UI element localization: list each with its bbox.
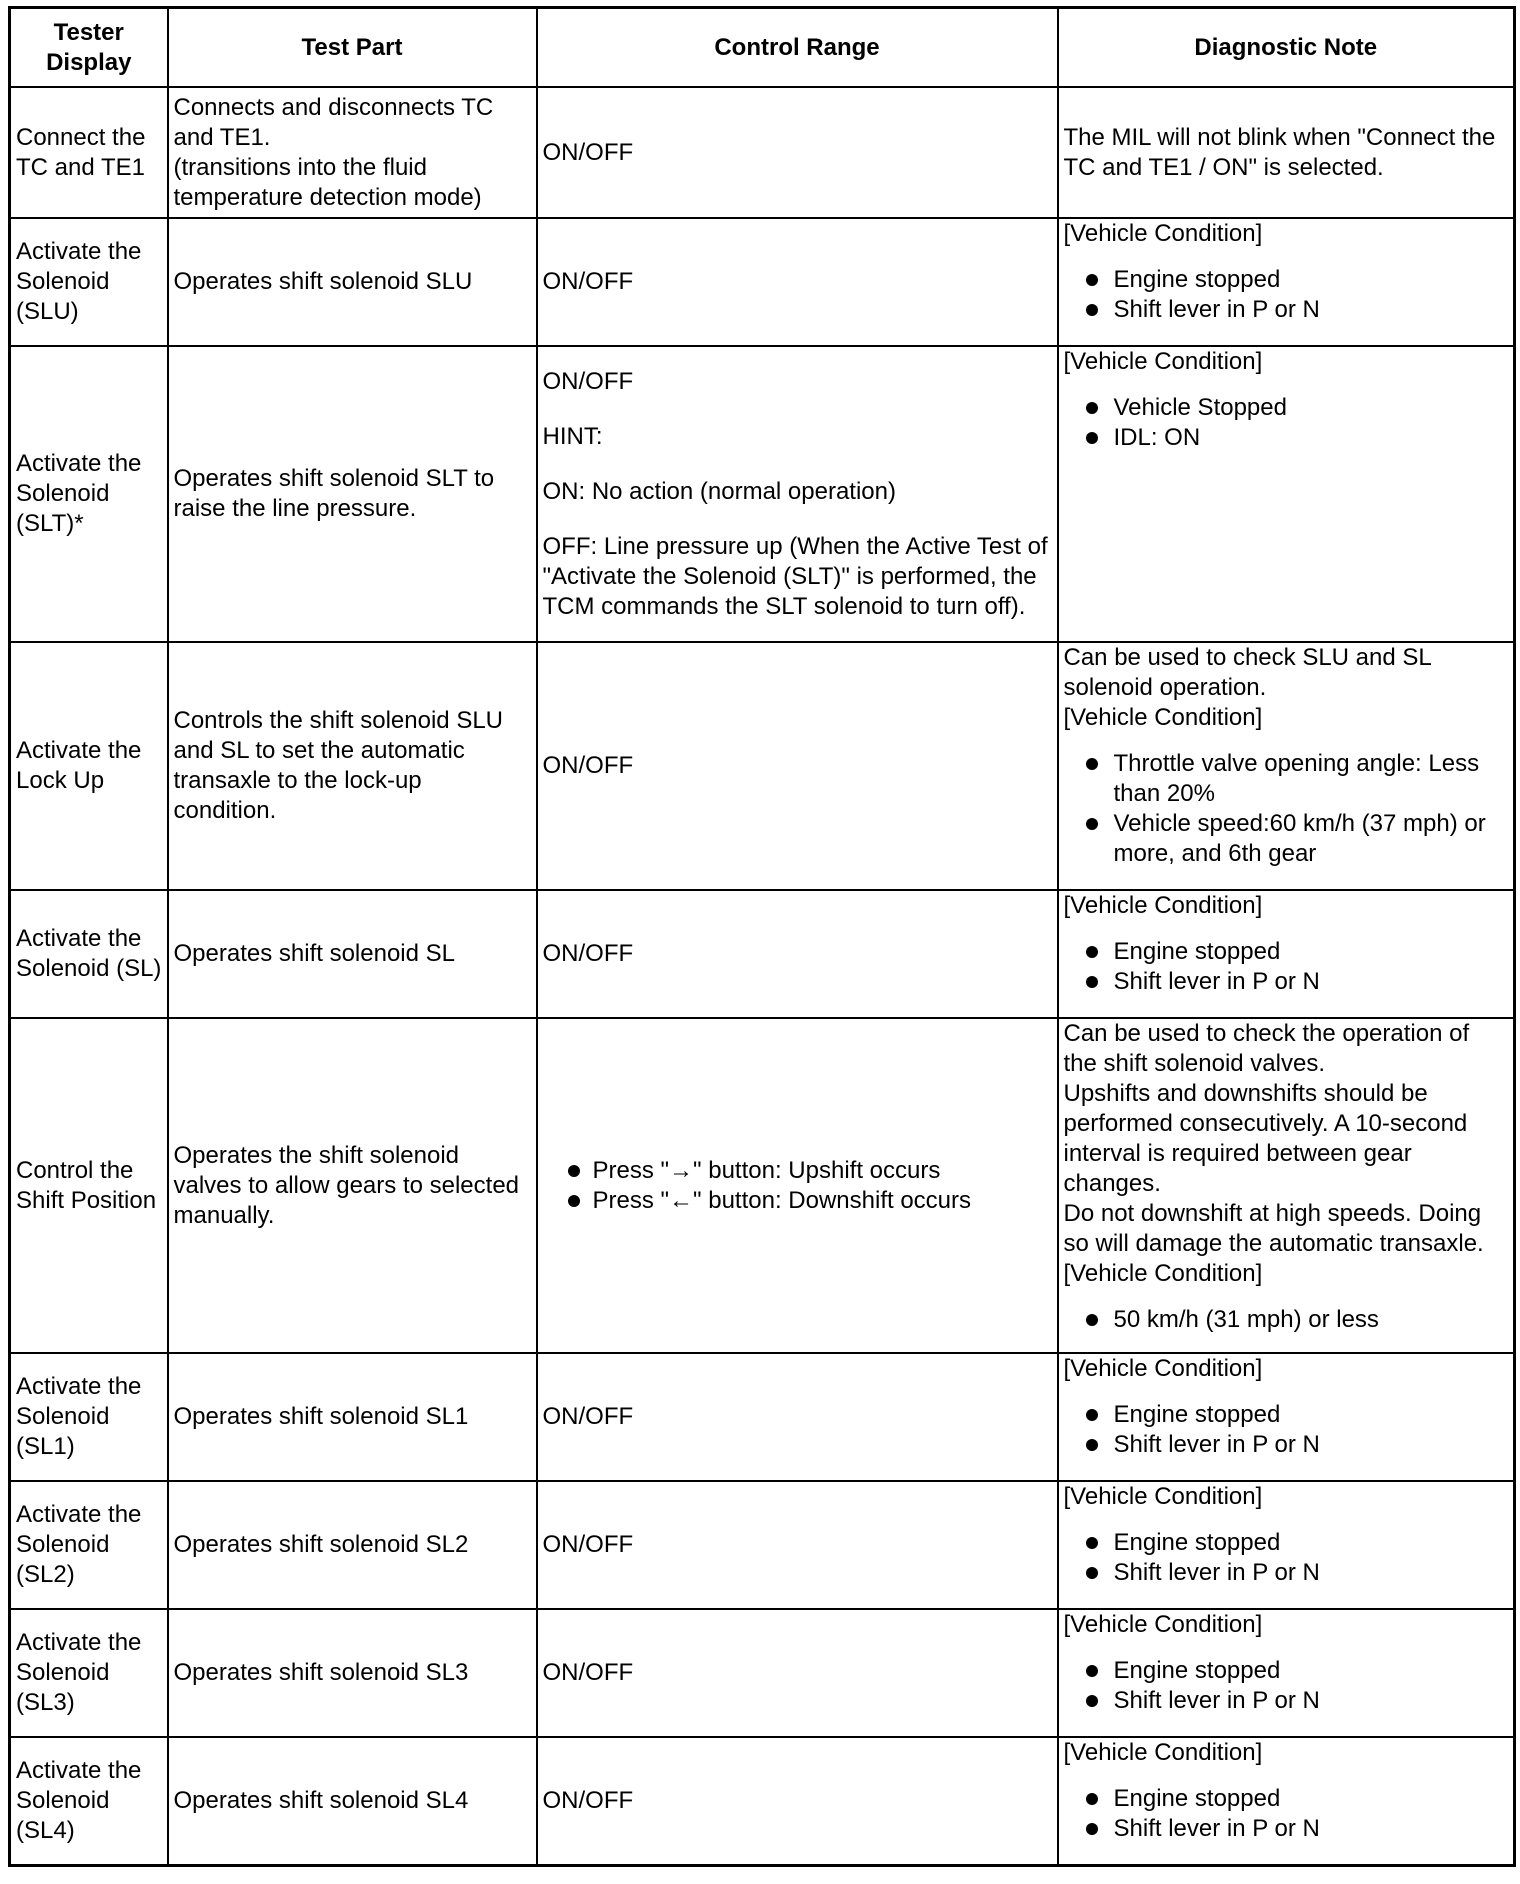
cell-diagnostic-note xyxy=(1058,1737,1515,1865)
bullet-dot-icon xyxy=(1086,946,1098,958)
diagnostic-note-bullet-text: Shift lever in P or N xyxy=(1113,296,1320,323)
cell-tester-display: Control the Shift Position xyxy=(10,1018,168,1353)
header-diagnostic-note: Diagnostic Note xyxy=(1058,8,1515,88)
vehicle-condition-heading: [Vehicle Condition] xyxy=(1063,892,1263,919)
diagnostic-note-line: Do not downshift at high speeds. Doing so will damage the automatic transaxle. xyxy=(1063,1200,1484,1257)
control-range-bullet-item xyxy=(543,1156,1052,1186)
cell-control-range xyxy=(537,346,1058,642)
control-range-line: ON/OFF xyxy=(542,367,634,395)
cell-tester-display: Activate the Solenoid (SL3) xyxy=(10,1609,168,1737)
table-row xyxy=(10,1018,1515,1353)
diagnostic-note-bullet-text: Vehicle speed:60 km/h (37 mph) or more, and 6th gear xyxy=(1113,810,1486,867)
bullet-dot-icon xyxy=(568,1195,580,1207)
diagnostic-note-bullet-text: Shift lever in P or N xyxy=(1113,1431,1320,1458)
bullet-dot-icon xyxy=(1086,432,1098,444)
cell-control-range: ON/OFF xyxy=(537,1737,1058,1865)
control-range-line: OFF: Line pressure up (When the Active Test of "Activate the Solenoid (SLT)" is performed, the TCM commands the SLT solenoid to turn off). xyxy=(542,532,1048,620)
diagnostic-note-bullet-item xyxy=(1064,749,1509,809)
control-range-bullet-list xyxy=(543,1156,1052,1216)
diagnostic-note-bullet-item xyxy=(1064,1400,1509,1430)
diagnostic-note-bullet-list xyxy=(1064,1528,1509,1588)
cell-control-range: ON/OFF xyxy=(537,642,1058,890)
diagnostic-note-bullet-list xyxy=(1064,265,1509,325)
cell-tester-display: Activate the Lock Up xyxy=(10,642,168,890)
header-control-range: Control Range xyxy=(537,8,1058,88)
cell-test-part: Operates the shift solenoid valves to allow gears to selected manually. xyxy=(168,1018,537,1353)
cell-control-range: ON/OFF xyxy=(537,218,1058,346)
diagnostic-note-bullet-text: Shift lever in P or N xyxy=(1113,1815,1320,1842)
header-test-part: Test Part xyxy=(168,8,537,88)
cell-tester-display: Activate the Solenoid (SLU) xyxy=(10,218,168,346)
cell-diagnostic-note xyxy=(1058,218,1515,346)
table-row xyxy=(10,1609,1515,1737)
cell-tester-display: Activate the Solenoid (SL1) xyxy=(10,1353,168,1481)
header-row xyxy=(10,8,1515,88)
diagnostic-note-bullet-text: IDL: ON xyxy=(1113,424,1201,451)
table-row xyxy=(10,218,1515,346)
diagnostic-note-bullet-item xyxy=(1064,1656,1509,1686)
diagnostic-note-text: Can be used to check SLU and SL solenoid operation. xyxy=(1063,644,1431,701)
bullet-dot-icon xyxy=(1086,1823,1098,1835)
diagnostic-note-bullet-text: Engine stopped xyxy=(1113,1657,1281,1684)
diagnostic-note-bullet-text: Engine stopped xyxy=(1113,266,1281,293)
diagnostic-note-line: Upshifts and downshifts should be performed consecutively. A 10-second interval is required between gear changes. xyxy=(1063,1080,1468,1197)
cell-diagnostic-note xyxy=(1058,1018,1515,1353)
diagnostic-note-line: Can be used to check the operation of the shift solenoid valves. xyxy=(1063,1020,1470,1077)
cell-diagnostic-note xyxy=(1058,890,1515,1018)
cell-control-range: ON/OFF xyxy=(537,890,1058,1018)
vehicle-condition-heading: [Vehicle Condition] xyxy=(1063,1739,1263,1766)
cell-test-part: Operates shift solenoid SLU xyxy=(168,218,537,346)
control-range-line: ON: No action (normal operation) xyxy=(542,477,896,505)
control-range-bullet-text: Press "←" button: Downshift occurs xyxy=(592,1186,972,1214)
cell-diagnostic-note xyxy=(1058,346,1515,642)
diagnostic-note-bullet-item xyxy=(1064,1814,1509,1844)
table-row xyxy=(10,1353,1515,1481)
diagnostic-note-bullet-list xyxy=(1064,1400,1509,1460)
diagnostic-note-bullet-item xyxy=(1064,1686,1509,1716)
diagnostic-note-bullet-list xyxy=(1064,749,1509,869)
bullet-dot-icon xyxy=(1086,1793,1098,1805)
bullet-dot-icon xyxy=(1086,1567,1098,1579)
cell-tester-display: Activate the Solenoid (SL4) xyxy=(10,1737,168,1865)
header-tester-display: Tester Display xyxy=(10,8,168,88)
cell-control-range xyxy=(537,1018,1058,1353)
cell-diagnostic-note xyxy=(1058,87,1515,218)
cell-control-range: ON/OFF xyxy=(537,1481,1058,1609)
bullet-dot-icon xyxy=(1086,1665,1098,1677)
active-test-table-container xyxy=(8,6,1513,1867)
cell-test-part: Controls the shift solenoid SLU and SL to set the automatic transaxle to the lock-up condition. xyxy=(168,642,537,890)
cell-control-range: ON/OFF xyxy=(537,1353,1058,1481)
diagnostic-note-bullet-item xyxy=(1064,265,1509,295)
cell-tester-display: Connect the TC and TE1 xyxy=(10,87,168,218)
diagnostic-note-bullet-list xyxy=(1064,393,1509,453)
vehicle-condition-heading: [Vehicle Condition] xyxy=(1063,704,1263,731)
diagnostic-note-bullet-list xyxy=(1064,1784,1509,1844)
diagnostic-note-bullet-item xyxy=(1064,393,1509,423)
diagnostic-note-bullet-item xyxy=(1064,1528,1509,1558)
diagnostic-note-bullet-list xyxy=(1064,1305,1509,1335)
control-range-bullet-item xyxy=(543,1186,1052,1216)
diagnostic-note-bullet-text: Throttle valve opening angle: Less than 20% xyxy=(1113,750,1480,807)
diagnostic-note-bullet-item xyxy=(1064,1784,1509,1814)
bullet-dot-icon xyxy=(1086,1314,1098,1326)
table-row xyxy=(10,1737,1515,1865)
diagnostic-note-bullet-text: Engine stopped xyxy=(1113,1529,1281,1556)
bullet-dot-icon xyxy=(568,1165,580,1177)
table-row xyxy=(10,87,1515,218)
cell-test-part: Operates shift solenoid SL1 xyxy=(168,1353,537,1481)
diagnostic-note-bullet-text: Vehicle Stopped xyxy=(1113,394,1287,421)
table-row xyxy=(10,1481,1515,1609)
table-row xyxy=(10,890,1515,1018)
vehicle-condition-heading: [Vehicle Condition] xyxy=(1063,348,1263,375)
cell-test-part: Connects and disconnects TC and TE1. (transitions into the fluid temperature detection mode) xyxy=(168,87,537,218)
cell-control-range: ON/OFF xyxy=(537,1609,1058,1737)
cell-diagnostic-note xyxy=(1058,1609,1515,1737)
bullet-dot-icon xyxy=(1086,1695,1098,1707)
diagnostic-note-bullet-text: Shift lever in P or N xyxy=(1113,1559,1320,1586)
cell-diagnostic-note xyxy=(1058,642,1515,890)
diagnostic-note-bullet-text: Engine stopped xyxy=(1113,1401,1281,1428)
diagnostic-note-bullet-list xyxy=(1064,937,1509,997)
diagnostic-note-bullet-text: Shift lever in P or N xyxy=(1113,1687,1320,1714)
bullet-dot-icon xyxy=(1086,758,1098,770)
vehicle-condition-heading: [Vehicle Condition] xyxy=(1063,1355,1263,1382)
diagnostic-note-bullet-text: Shift lever in P or N xyxy=(1113,968,1320,995)
cell-tester-display: Activate the Solenoid (SL) xyxy=(10,890,168,1018)
bullet-dot-icon xyxy=(1086,304,1098,316)
diagnostic-note-text: The MIL will not blink when "Connect the TC and TE1 / ON" is selected. xyxy=(1063,123,1496,181)
table-row xyxy=(10,642,1515,890)
bullet-dot-icon xyxy=(1086,402,1098,414)
vehicle-condition-heading: [Vehicle Condition] xyxy=(1063,1260,1263,1287)
cell-test-part: Operates shift solenoid SL4 xyxy=(168,1737,537,1865)
bullet-dot-icon xyxy=(1086,1409,1098,1421)
diagnostic-note-bullet-text: Engine stopped xyxy=(1113,1785,1281,1812)
control-range-bullet-text: Press "→" button: Upshift occurs xyxy=(592,1156,941,1184)
bullet-dot-icon xyxy=(1086,1537,1098,1549)
vehicle-condition-heading: [Vehicle Condition] xyxy=(1063,1483,1263,1510)
bullet-dot-icon xyxy=(1086,1439,1098,1451)
diagnostic-note-bullet-item xyxy=(1064,1305,1509,1335)
diagnostic-note-bullet-item xyxy=(1064,967,1509,997)
diagnostic-note-bullet-text: 50 km/h (31 mph) or less xyxy=(1113,1306,1379,1333)
diagnostic-note-bullet-text: Engine stopped xyxy=(1113,938,1281,965)
diagnostic-note-bullet-item xyxy=(1064,295,1509,325)
vehicle-condition-heading: [Vehicle Condition] xyxy=(1063,1611,1263,1638)
diagnostic-note-bullet-list xyxy=(1064,1656,1509,1716)
cell-test-part: Operates shift solenoid SL3 xyxy=(168,1609,537,1737)
cell-test-part: Operates shift solenoid SL2 xyxy=(168,1481,537,1609)
cell-test-part: Operates shift solenoid SLT to raise the line pressure. xyxy=(168,346,537,642)
diagnostic-note-bullet-item xyxy=(1064,1430,1509,1460)
cell-diagnostic-note xyxy=(1058,1353,1515,1481)
control-range-line: HINT: xyxy=(542,422,603,450)
cell-control-range: ON/OFF xyxy=(537,87,1058,218)
table-row xyxy=(10,346,1515,642)
cell-tester-display: Activate the Solenoid (SLT)* xyxy=(10,346,168,642)
diagnostic-note-bullet-item xyxy=(1064,1558,1509,1588)
cell-diagnostic-note xyxy=(1058,1481,1515,1609)
bullet-dot-icon xyxy=(1086,818,1098,830)
bullet-dot-icon xyxy=(1086,274,1098,286)
diagnostic-note-bullet-item xyxy=(1064,423,1509,453)
cell-test-part: Operates shift solenoid SL xyxy=(168,890,537,1018)
vehicle-condition-heading: [Vehicle Condition] xyxy=(1063,220,1263,247)
active-test-table xyxy=(8,6,1516,1867)
diagnostic-note-bullet-item xyxy=(1064,809,1509,869)
cell-tester-display: Activate the Solenoid (SL2) xyxy=(10,1481,168,1609)
bullet-dot-icon xyxy=(1086,976,1098,988)
diagnostic-note-bullet-item xyxy=(1064,937,1509,967)
